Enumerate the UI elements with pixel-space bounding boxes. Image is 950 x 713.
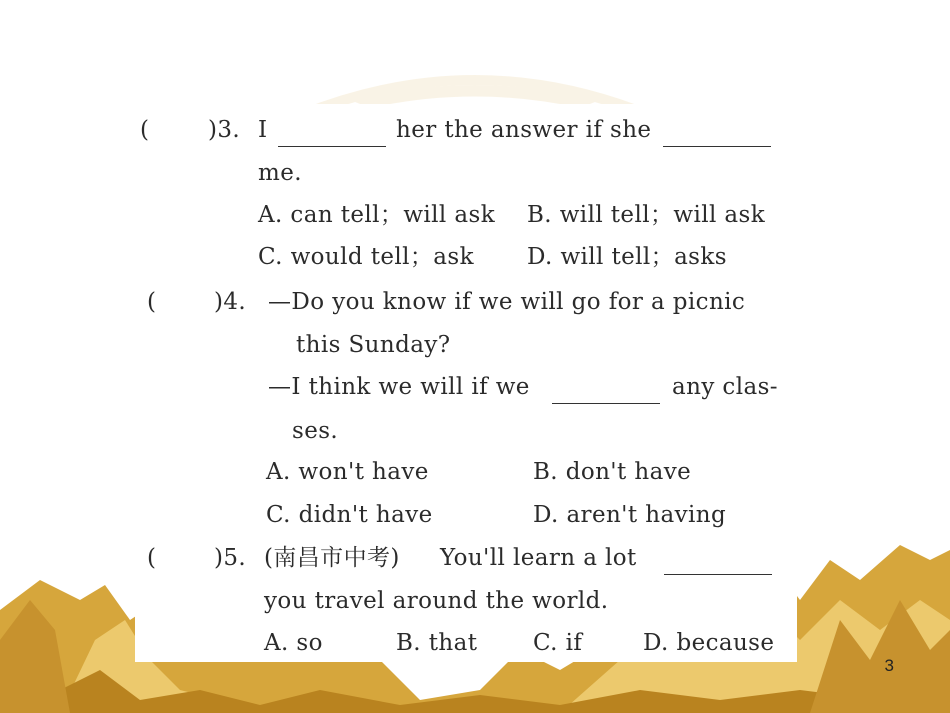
q4-line2: this Sunday?	[296, 332, 451, 358]
page-number: 3	[884, 656, 894, 675]
q3-blank-1[interactable]	[278, 126, 386, 147]
q5-number: )5.	[214, 545, 247, 571]
q4-blank[interactable]	[552, 383, 660, 404]
q4-line1: —Do you know if we will go for a picnic	[268, 289, 746, 315]
q3-option-c[interactable]: C. would tell；ask	[258, 244, 474, 270]
q5-stem-part1: You'll learn a lot	[440, 545, 637, 571]
q3-stem-line2: me.	[258, 160, 302, 186]
q5-answer-paren-open: (	[147, 545, 157, 571]
q4-line4: ses.	[292, 418, 339, 444]
q3-stem-part2: her the answer if she	[396, 117, 652, 143]
q5-option-d[interactable]: D. because	[643, 630, 775, 656]
q4-option-b[interactable]: B. don't have	[533, 459, 692, 485]
q5-option-b[interactable]: B. that	[396, 630, 478, 656]
q5-option-c[interactable]: C. if	[533, 630, 583, 656]
q4-line3-part1: —I think we will if we	[268, 374, 530, 400]
q3-blank-2[interactable]	[663, 126, 771, 147]
q4-option-a[interactable]: A. won't have	[266, 459, 429, 485]
q4-option-d[interactable]: D. aren't having	[533, 502, 727, 528]
q4-answer-paren-open: (	[147, 289, 157, 315]
q3-answer-paren-open: (	[140, 117, 150, 143]
q3-option-b[interactable]: B. will tell；will ask	[527, 202, 766, 228]
q4-option-c[interactable]: C. didn't have	[266, 502, 433, 528]
q3-option-a[interactable]: A. can tell；will ask	[258, 202, 496, 228]
q3-option-d[interactable]: D. will tell；asks	[527, 244, 727, 270]
q5-blank[interactable]	[664, 554, 772, 575]
q3-number: )3.	[208, 117, 241, 143]
q5-line2: you travel around the world.	[264, 588, 609, 614]
q4-number: )4.	[214, 289, 247, 315]
q5-option-a[interactable]: A. so	[264, 630, 323, 656]
q3-stem-part1: I	[258, 117, 268, 143]
q5-source: (南昌市中考)	[264, 545, 400, 571]
q4-line3-part2: any clas-	[672, 374, 778, 400]
